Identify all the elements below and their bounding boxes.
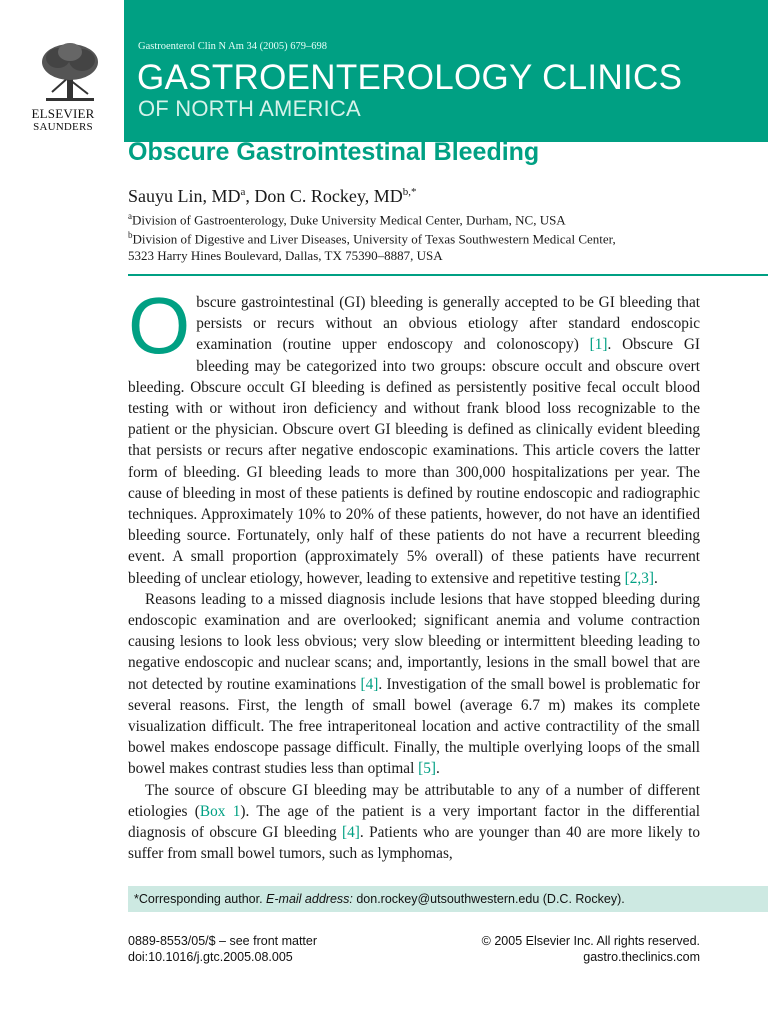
paragraph-text: . Patients who are younger than 40 are more likely to suffer from small bowel tumors, such as lymphomas, [128,824,700,863]
drop-cap: O [128,281,191,370]
paragraph-text: The source of obscure GI bleeding may be attributable to any of a number of different etiologies ( [128,781,700,820]
paragraph-text: Reasons leading to a missed diagnosis include lesions that have stopped bleeding during endoscopic examination and are overlooked; significant anemia and volume contraction causing lesions to look less obvious; very slow bleeding or intermittent bleeding leading to negative endoscopic and nuclear scans; and, importantly, lesions in the small bowel that are not detected by routine examinations [128,590,700,693]
affiliation-b [128,230,616,247]
affiliation-text: Division of Gastroenterology, Duke University Medical Center, Durham, NC, USA [132,212,566,228]
affiliation-marker: b,* [402,186,417,198]
paragraph-text: . [653,569,658,587]
reference-link[interactable]: [1] [589,336,608,354]
author-name: Sauyu Lin, MD [128,186,241,206]
affiliation-marker: a [128,211,132,221]
issn-line: 0889-8553/05/$ – see front matter [128,934,318,948]
reference-link[interactable]: [2,3] [624,569,654,587]
affiliation-a [128,211,566,228]
paragraph [128,281,700,589]
paragraph-text: ). The age of the patient is a very important factor in the differential diagnosis of obscure GI bleeding [128,802,700,842]
publisher-name: ELSEVIER [31,106,95,121]
article-body [128,281,701,864]
publisher-imprint: SAUNDERS [33,121,93,133]
journal-header [124,0,768,142]
publisher-logo [0,0,124,142]
paragraph-text: . [436,760,440,778]
journal-citation: Gastroenterol Clin N Am 34 (2005) 679–698 [138,41,327,52]
affiliation-b-address: 5323 Harry Hines Boulevard, Dallas, TX 75390–8887, USA [128,248,443,263]
reference-link[interactable]: [4] [360,675,379,693]
paragraph [128,589,700,780]
journal-title: GASTROENTEROLOGY CLINICS [137,58,683,97]
reference-link[interactable]: [4] [342,824,360,842]
elsevier-tree-icon [38,40,102,104]
email-address[interactable]: don.rockey@utsouthwestern.edu (D.C. Rockey). [352,892,625,906]
author-separator: , [245,186,255,206]
corresponding-author-footnote [128,886,768,912]
paragraph [128,780,700,865]
website-link[interactable]: gastro.theclinics.com [583,950,700,964]
author-list [128,186,416,207]
box-link[interactable]: Box 1 [199,802,241,820]
paragraph-text: . Obscure GI bleeding may be categorized into two groups: obscure occult and obscure overt bleeding. Obscure occult GI bleeding is defined as persistently positive fecal occult blood testing with or without iron deficiency and without frank blood loss recognizable to the patient or the physician. Obscure overt GI bleeding is defined as clinically evident bleeding that persists or recurs after negative endoscopic examinations. This article covers the latter form of bleeding. GI bleeding leads to more than 300,000 hospitalizations per year. The cause of bleeding in most of these patients is defined by routine endoscopic and radiographic techniques. Approximately 10% to 20% of these patients, however, do not have an identified bleeding source. Fortunately, only half of these patients do not have a recurrent bleeding event. A small proportion (approximately 5% overall) of these patients have recurrent bleeding of unclear etiology, however, leading to extensive and repetitive testing [128,336,700,587]
email-label: E-mail address: [266,892,353,906]
paragraph-text: bscure gastrointestinal (GI) bleeding is generally accepted to be GI bleeding that persists or recurs without an obvious etiology after standard endoscopic examination (routine upper endoscopy and colonoscopy) [196,294,700,354]
footnote-prefix: *Corresponding author. [134,892,267,906]
paragraph-text: . Investigation of the small bowel is problematic for several reasons. First, the length of small bowel (average 6.7 m) makes its complete visualization difficult. The free intraperitoneal location and active contractility of the small bowel makes endoscope passage difficult. Finally, the multiple overlying loops of the small bowel makes contrast studies less than optimal [128,675,701,778]
author-name: Don C. Rockey, MD [254,186,403,206]
section-divider [128,274,768,276]
affiliation-text: Division of Digestive and Liver Diseases, University of Texas Southwestern Medical Center, [132,231,616,247]
article-title: Obscure Gastrointestinal Bleeding [128,138,540,166]
journal-subtitle: OF NORTH AMERICA [138,96,361,121]
affiliation-marker: b [128,230,133,240]
reference-link[interactable]: [5] [418,760,437,778]
doi-link[interactable]: doi:10.1016/j.gtc.2005.08.005 [128,950,293,964]
affiliation-marker: a [240,186,246,198]
copyright-notice: © 2005 Elsevier Inc. All rights reserved. [481,934,700,948]
